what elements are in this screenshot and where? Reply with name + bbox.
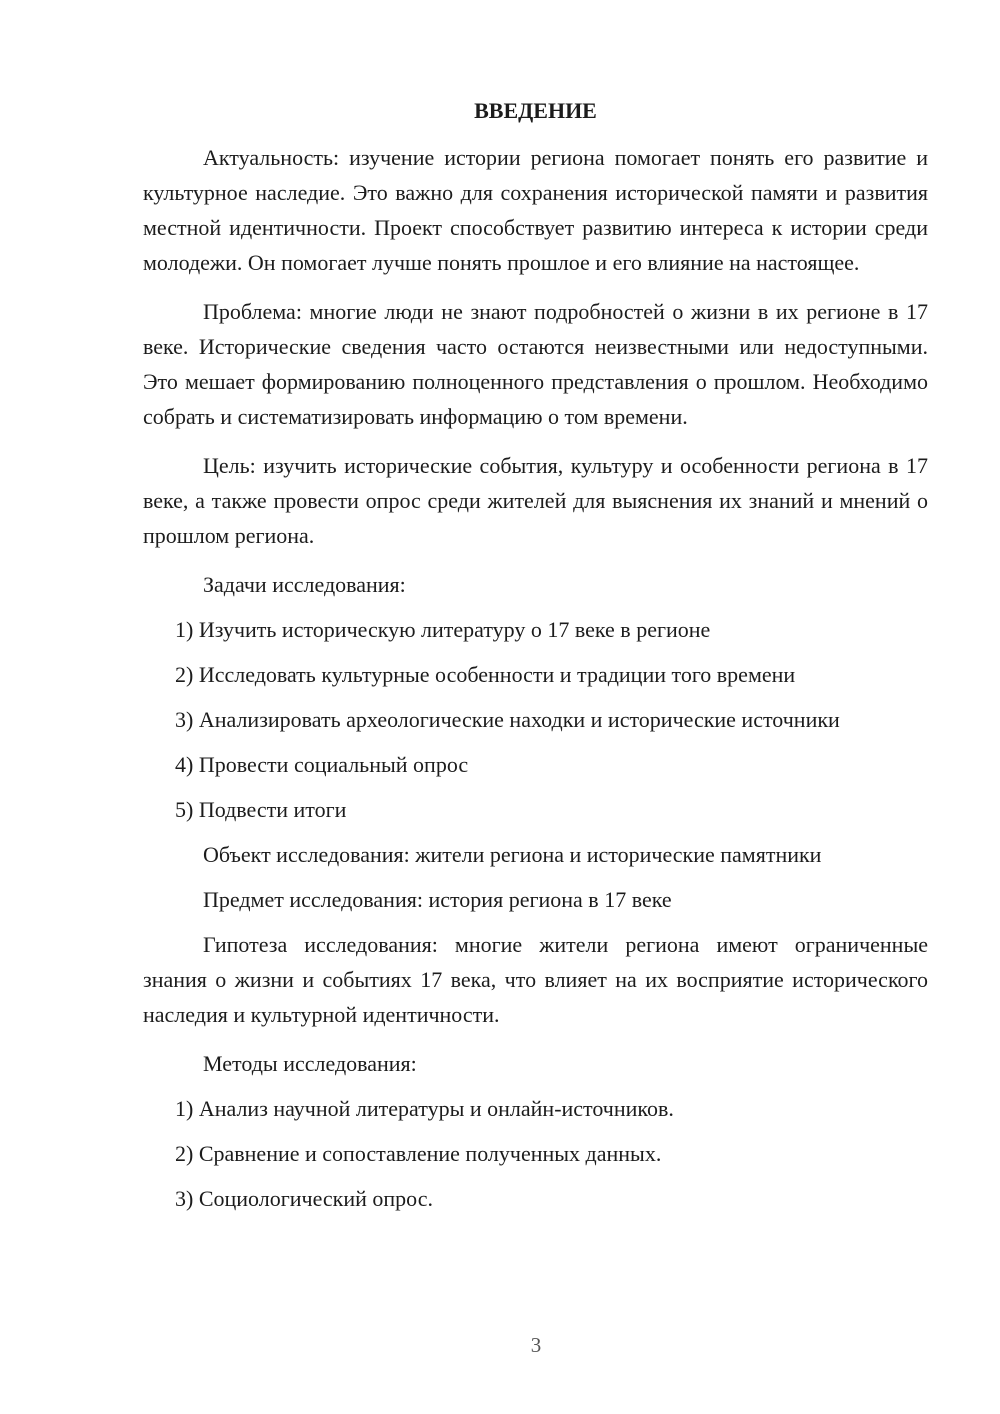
list-item: 2) Сравнение и сопоставление полученных данных. <box>175 1141 662 1166</box>
tasks-heading: Задачи исследования: <box>203 572 406 597</box>
list-item: 1) Анализ научной литературы и онлайн-источников. <box>175 1096 674 1121</box>
list-item: 4) Провести социальный опрос <box>175 752 469 777</box>
list-item: 5) Подвести итоги <box>175 797 347 822</box>
list-item: 3) Социологический опрос. <box>175 1186 433 1211</box>
hypothesis-paragraph: Гипотеза исследования: многие жители региона имеют ограниченные знания о жизни и событиях 17 века, что влияет на их восприятие исторического наследия и культурной идентичности. <box>143 932 928 1027</box>
goal-paragraph: Цель: изучить исторические события, культуру и особенности региона в 17 веке, а также провести опрос среди жителей для выяснения их знаний и мнений о прошлом региона. <box>143 453 928 548</box>
research-subject: Предмет исследования: история региона в 17 веке <box>203 887 672 912</box>
relevance-paragraph: Актуальность: изучение истории региона помогает понять его развитие и культурное наследие. Это важно для сохранения исторической памяти и развития местной идентичности. Проект способствует развитию интереса к истории среди молодежи. Он помогает лучше понять прошлое и его влияние на настоящее. <box>143 145 928 275</box>
page-number: 3 <box>530 1333 542 1357</box>
research-object: Объект исследования: жители региона и исторические памятники <box>203 842 822 867</box>
document-body <box>143 96 928 1226</box>
document-title: ВВЕДЕНИЕ <box>474 98 597 123</box>
methods-list <box>143 1091 928 1216</box>
list-item: 3) Анализировать археологические находки и исторические источники <box>175 707 840 732</box>
methods-heading: Методы исследования: <box>203 1051 417 1076</box>
tasks-list <box>143 612 928 827</box>
problem-paragraph: Проблема: многие люди не знают подробностей о жизни в их регионе в 17 веке. Исторические сведения часто остаются неизвестными или недоступными. Это мешает формированию полноценного представления о прошлом. Необходимо собрать и систематизировать информацию о том времени. <box>143 299 928 429</box>
list-item: 2) Исследовать культурные особенности и традиции того времени <box>175 662 796 687</box>
list-item: 1) Изучить историческую литературу о 17 веке в регионе <box>175 617 711 642</box>
